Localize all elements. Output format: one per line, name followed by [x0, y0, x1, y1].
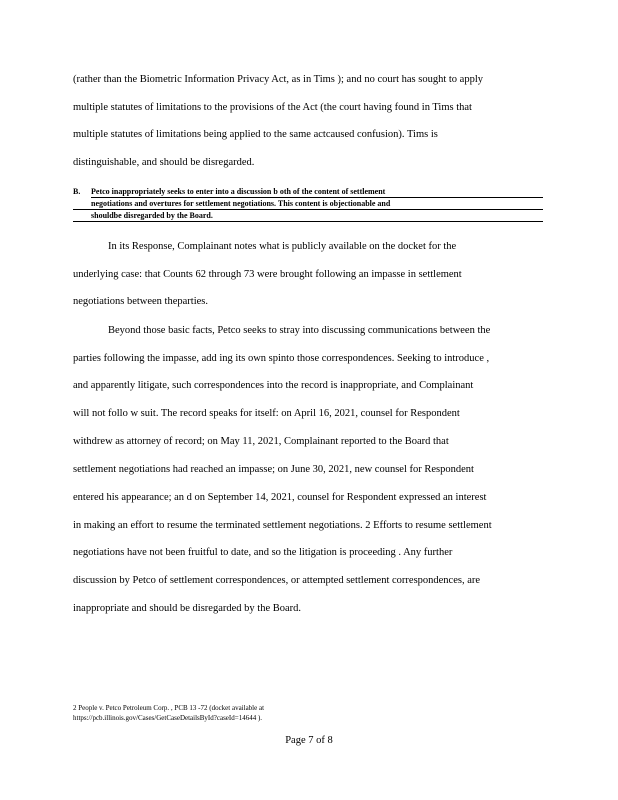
- body-text-line: settlement negotiations had reached an impasse; on June 30, 2021, new counsel for Respondent: [73, 464, 474, 475]
- body-text-line: discussion by Petco of settlement correspondences, or attempted settlement correspondences, are: [73, 575, 481, 586]
- body-text-line: distinguishable, and should be disregarded.: [73, 157, 255, 168]
- heading-line: Petco inappropriately seeks to enter into a discussion b oth of the content of settlement: [91, 186, 543, 198]
- footnote-link[interactable]: https://pcb.illinois.gov/Cases/GetCaseDetailsById?caseId=14644 ).: [73, 714, 263, 722]
- body-text-line: (rather than the Biometric Information Privacy Act, as in Tims ); and no court has sought to apply: [73, 74, 484, 85]
- heading-line: negotiations and overtures for settlement negotiations. This content is objectionable and: [73, 198, 543, 210]
- body-text-line: parties following the impasse, add ing its own spinto those correspondences. Seeking to introduce ,: [73, 353, 490, 364]
- body-text-line: negotiations between theparties.: [73, 296, 208, 307]
- body-text-line: will not follo w suit. The record speaks for itself: on April 16, 2021, counsel for Respondent: [73, 408, 460, 419]
- body-text-line: multiple statutes of limitations to the provisions of the Act (the court having found in Tims that: [73, 102, 472, 113]
- body-text-line: in making an effort to resume the terminated settlement negotiations. 2 Efforts to resume settlement: [73, 520, 492, 531]
- body-text-line: entered his appearance; an d on September 14, 2021, counsel for Respondent expressed an interest: [73, 492, 487, 503]
- page-number: Page 7 of 8: [285, 735, 333, 746]
- body-text-line: Beyond those basic facts, Petco seeks to stray into discussing communications between the: [108, 325, 491, 336]
- section-heading: [73, 186, 543, 222]
- body-text-line: inappropriate and should be disregarded by the Board.: [73, 603, 302, 614]
- heading-line: shouldbe disregarded by the Board.: [73, 210, 543, 222]
- body-text-line: In its Response, Complainant notes what is publicly available on the docket for the: [108, 241, 457, 252]
- body-text-line: underlying case: that Counts 62 through 73 were brought following an impasse in settlement: [73, 269, 462, 280]
- footnote: [73, 703, 343, 723]
- body-text-line: and apparently litigate, such correspondences into the record is inappropriate, and Complainant: [73, 380, 474, 391]
- body-text-line: negotiations have not been fruitful to date, and so the litigation is proceeding . Any further: [73, 547, 453, 558]
- footnote-line: 2 People v. Petco Petroleum Corp. , PCB 13 -72 (docket available at: [73, 704, 265, 712]
- body-text-line: withdrew as attorney of record; on May 11, 2021, Complainant reported to the Board that: [73, 436, 449, 447]
- body-text-line: multiple statutes of limitations being applied to the same actcaused confusion). Tims is: [73, 129, 438, 140]
- heading-marker: B.: [73, 187, 81, 196]
